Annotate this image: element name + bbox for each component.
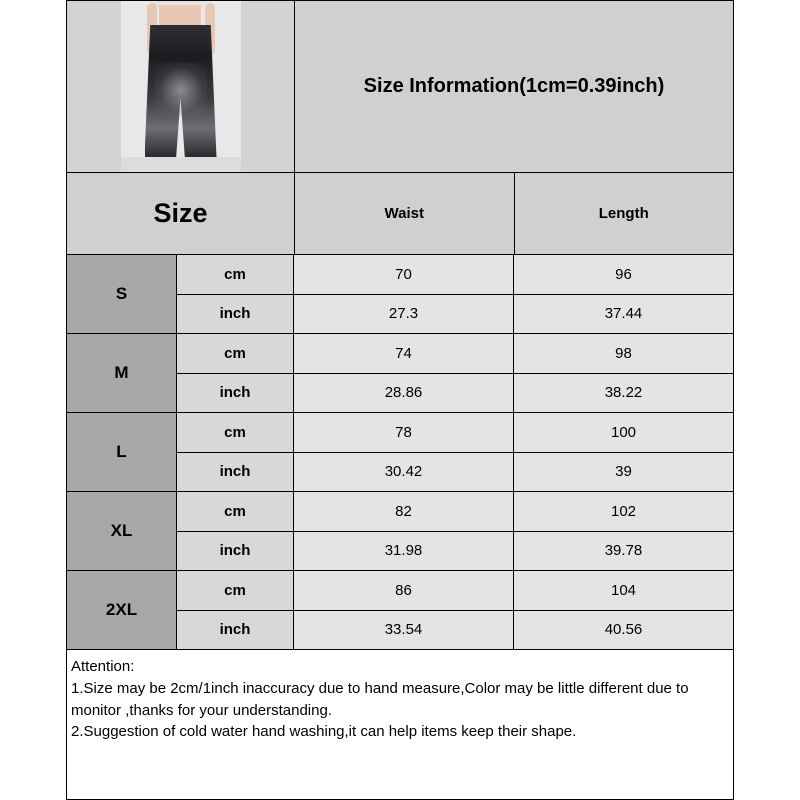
size-label: XL xyxy=(67,492,177,570)
waist-inch-value: 31.98 xyxy=(294,532,514,571)
photo-jeans-fade xyxy=(155,63,207,117)
table-row xyxy=(67,413,733,492)
unit-row-cm xyxy=(177,255,733,295)
length-inch-value: 39 xyxy=(514,453,733,492)
attention-line-1: 1.Size may be 2cm/1inch inaccuracy due to hand measure,Color may be little different due to monitor ,thanks for your understanding. xyxy=(71,679,689,719)
waist-cm-value: 70 xyxy=(294,255,514,294)
table-row xyxy=(67,334,733,413)
size-label: 2XL xyxy=(67,571,177,649)
column-header-length: Length xyxy=(598,205,649,222)
chart-title: Size Information(1cm=0.39inch) xyxy=(363,75,665,97)
size-values xyxy=(177,492,733,570)
unit-row-inch xyxy=(177,611,733,650)
length-inch-value: 40.56 xyxy=(514,611,733,650)
product-image-cell xyxy=(67,1,295,172)
length-cm-value: 102 xyxy=(514,492,733,531)
unit-label-cm: cm xyxy=(177,255,294,294)
waist-inch-value: 27.3 xyxy=(294,295,514,334)
table-row xyxy=(67,571,733,650)
table-row xyxy=(67,255,733,334)
chart-title-cell xyxy=(295,1,733,172)
unit-label-cm: cm xyxy=(177,571,294,610)
unit-label-inch: inch xyxy=(177,611,294,650)
unit-label-inch: inch xyxy=(177,295,294,334)
unit-row-inch xyxy=(177,374,733,413)
waist-inch-value: 30.42 xyxy=(294,453,514,492)
unit-row-inch xyxy=(177,295,733,334)
unit-label-cm: cm xyxy=(177,492,294,531)
size-label: L xyxy=(67,413,177,491)
length-cm-value: 98 xyxy=(514,334,733,373)
size-label: M xyxy=(67,334,177,412)
photo-midriff xyxy=(159,5,201,27)
length-inch-value: 39.78 xyxy=(514,532,733,571)
column-header-row xyxy=(67,173,733,255)
length-cm-value: 104 xyxy=(514,571,733,610)
unit-label-inch: inch xyxy=(177,532,294,571)
unit-label-cm: cm xyxy=(177,413,294,452)
unit-row-cm xyxy=(177,571,733,611)
size-values xyxy=(177,571,733,649)
unit-row-inch xyxy=(177,532,733,571)
unit-row-cm xyxy=(177,334,733,374)
unit-row-inch xyxy=(177,453,733,492)
waist-cm-value: 82 xyxy=(294,492,514,531)
unit-label-inch: inch xyxy=(177,453,294,492)
waist-cm-value: 86 xyxy=(294,571,514,610)
attention-note xyxy=(67,650,733,799)
chart-header-row xyxy=(67,1,733,173)
size-values xyxy=(177,413,733,491)
photo-floor xyxy=(121,157,241,172)
product-photo xyxy=(121,1,241,172)
length-inch-value: 37.44 xyxy=(514,295,733,334)
size-values xyxy=(177,255,733,333)
waist-cm-value: 74 xyxy=(294,334,514,373)
length-cm-value: 96 xyxy=(514,255,733,294)
column-header-size: Size xyxy=(67,173,295,254)
length-cm-value: 100 xyxy=(514,413,733,452)
unit-label-cm: cm xyxy=(177,334,294,373)
waist-inch-value: 33.54 xyxy=(294,611,514,650)
attention-heading: Attention: xyxy=(71,658,135,675)
chart-body xyxy=(67,255,733,650)
table-row xyxy=(67,492,733,571)
waist-cm-value: 78 xyxy=(294,413,514,452)
column-header-waist: Waist xyxy=(295,173,515,254)
size-values xyxy=(177,334,733,412)
unit-label-inch: inch xyxy=(177,374,294,413)
size-label: S xyxy=(67,255,177,333)
size-chart-table xyxy=(66,0,734,800)
attention-line-2: 2.Suggestion of cold water hand washing,it can help items keep their shape. xyxy=(71,723,577,741)
unit-row-cm xyxy=(177,413,733,453)
length-inch-value: 38.22 xyxy=(514,374,733,413)
unit-row-cm xyxy=(177,492,733,532)
waist-inch-value: 28.86 xyxy=(294,374,514,413)
